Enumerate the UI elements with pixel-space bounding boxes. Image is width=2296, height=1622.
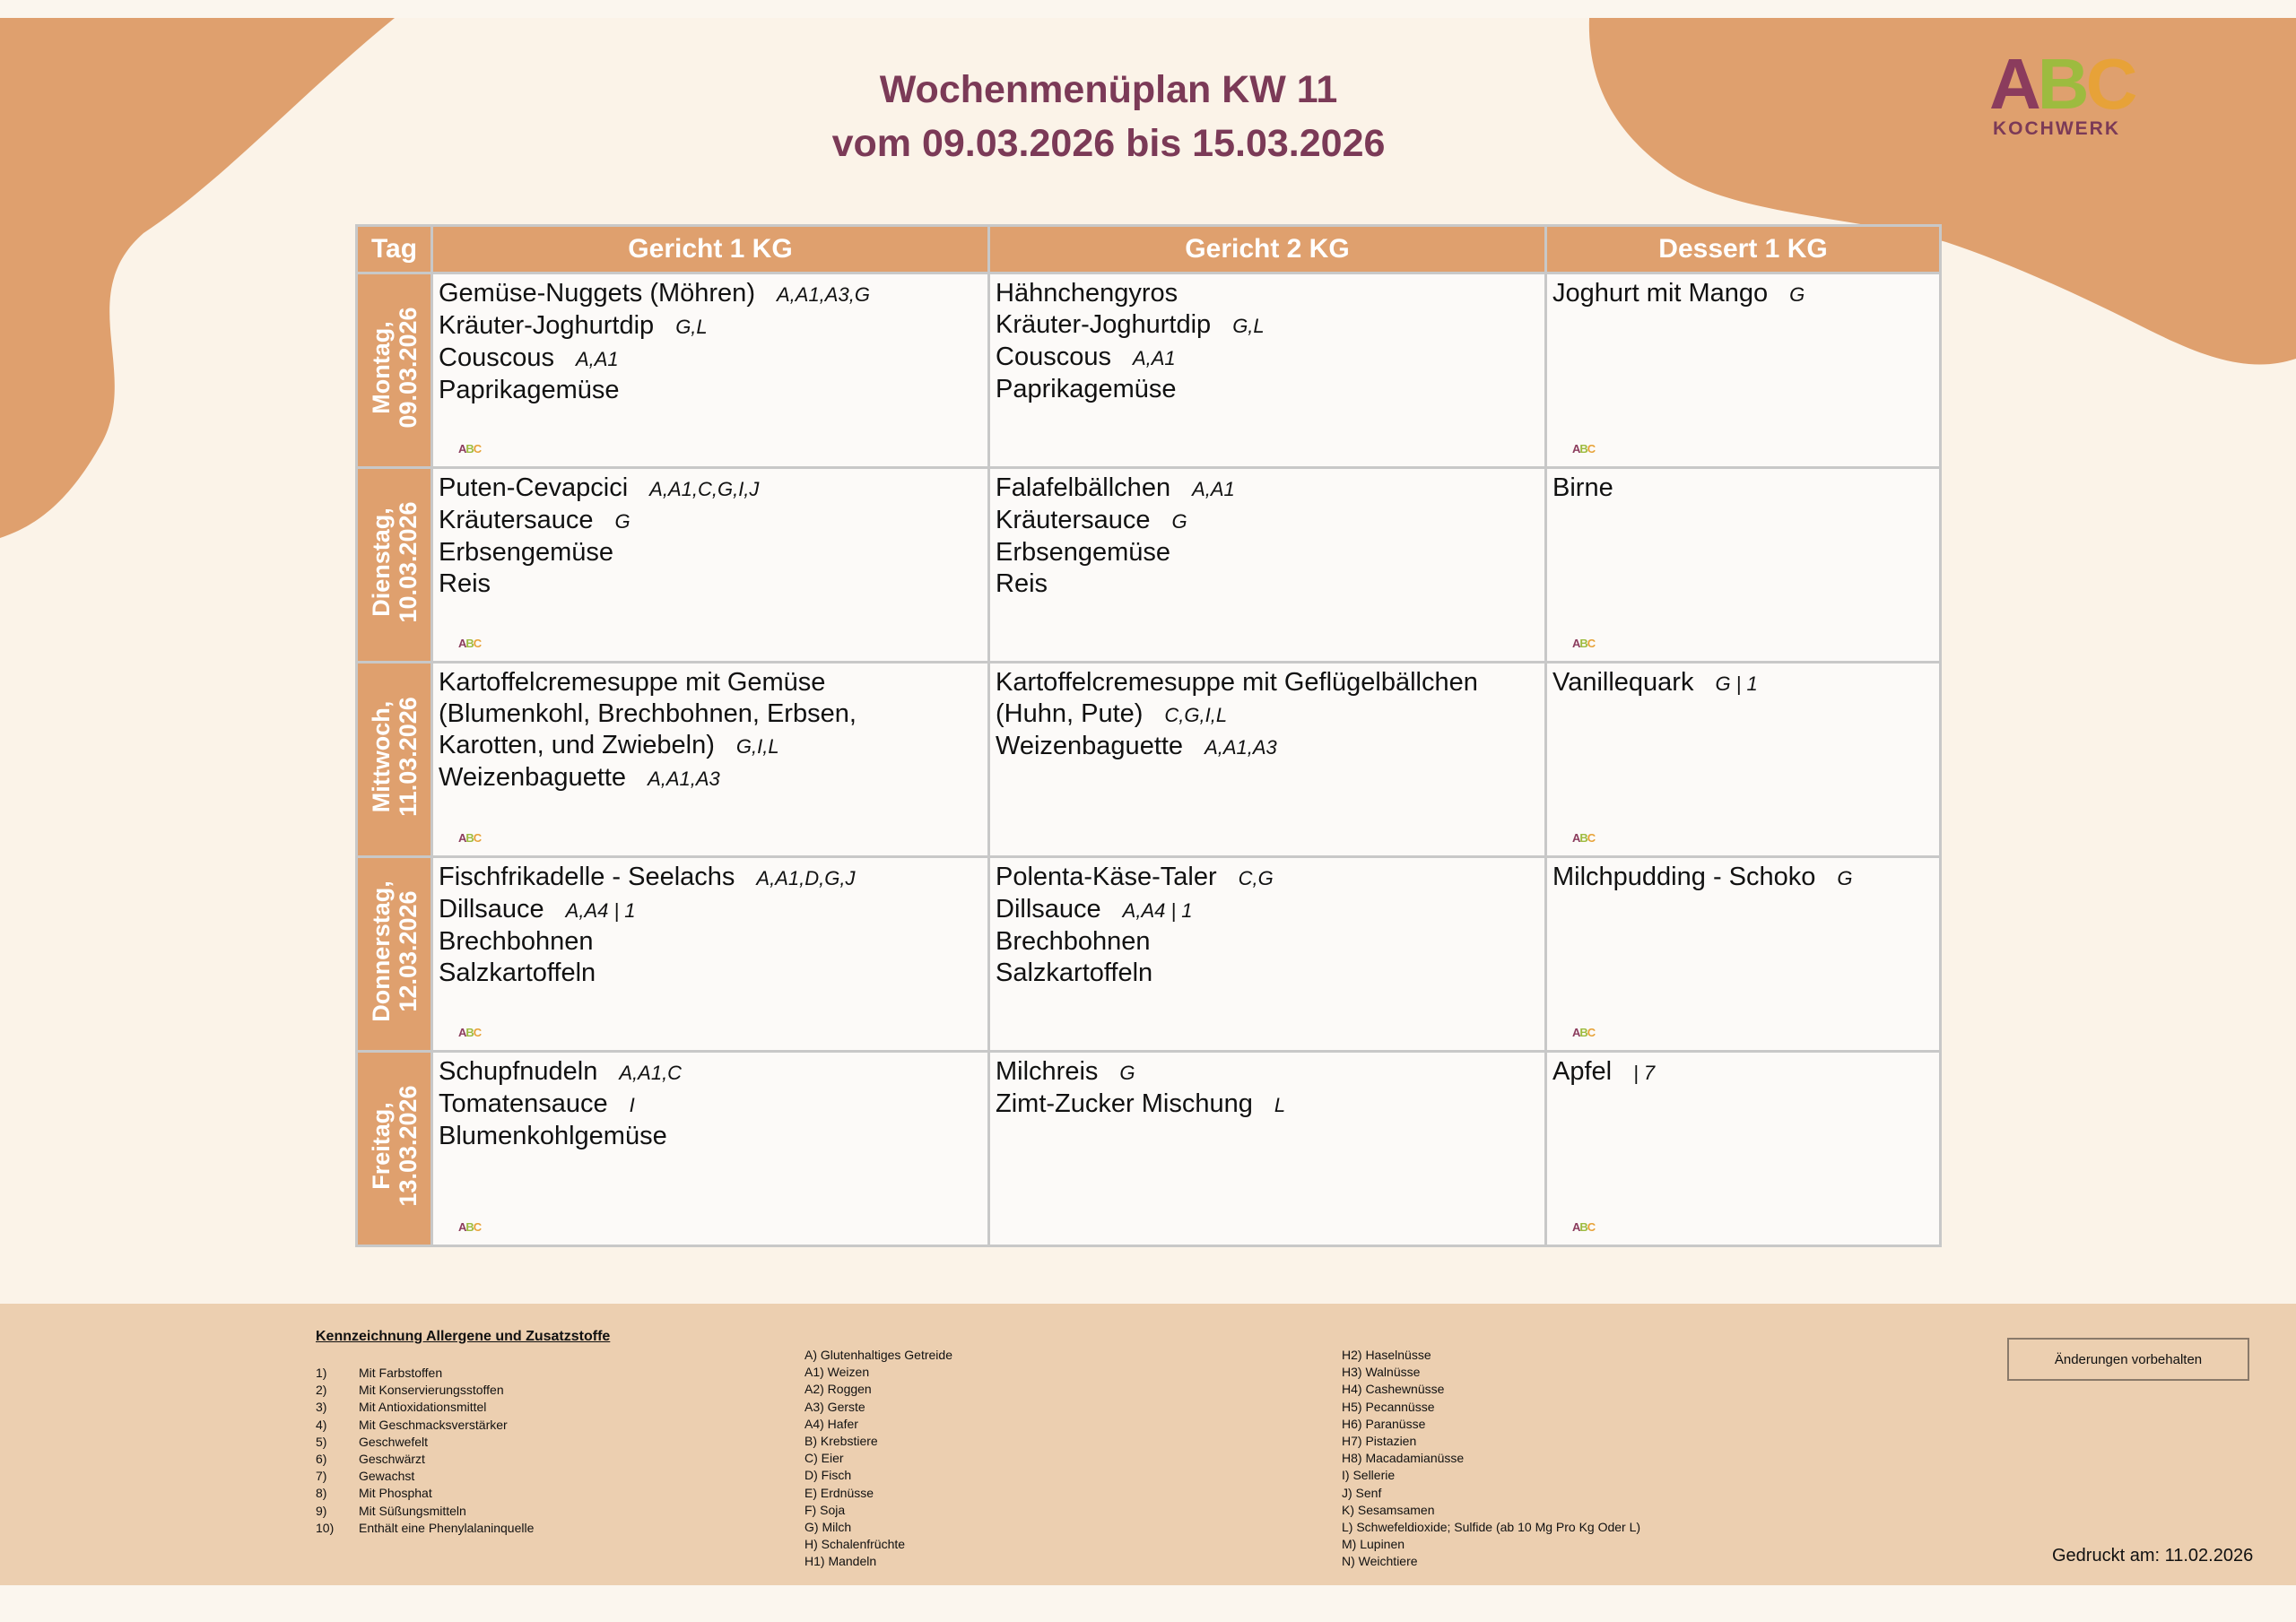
dish-line bbox=[439, 1056, 982, 1089]
dish-line bbox=[439, 505, 982, 537]
dish-name: Gemüse-Nuggets (Möhren) bbox=[439, 279, 755, 308]
additive-number: 8) bbox=[316, 1486, 327, 1501]
allergen-item: G) Milch bbox=[804, 1520, 852, 1535]
allergen-codes: G bbox=[1837, 867, 1853, 889]
dish-name: (Blumenkohl, Brechbohnen, Erbsen, bbox=[439, 699, 857, 728]
dish-line bbox=[1552, 862, 1934, 894]
allergen-codes: G,L bbox=[1232, 315, 1265, 337]
dish-line bbox=[996, 667, 1539, 698]
allergen-codes: A,A1,A3,G bbox=[776, 283, 870, 306]
additive-text: Gewachst bbox=[359, 1469, 415, 1484]
dish-line bbox=[996, 309, 1539, 342]
dish-name: Zimt-Zucker Mischung bbox=[996, 1089, 1253, 1118]
dish-name: Brechbohnen bbox=[996, 927, 1151, 956]
dish-name: Karotten, und Zwiebeln) bbox=[439, 731, 715, 759]
dish-line bbox=[439, 343, 982, 375]
dish-name: Reis bbox=[996, 569, 1048, 598]
allergen-item: A) Glutenhaltiges Getreide bbox=[804, 1348, 952, 1362]
allergen-item: H2) Haselnüsse bbox=[1342, 1348, 1431, 1362]
allergen-codes: L bbox=[1274, 1094, 1286, 1116]
day-date: 09.03.2026 bbox=[394, 307, 422, 429]
dish-line bbox=[439, 894, 982, 926]
dish-name: Dillsauce bbox=[439, 895, 544, 924]
dish-name: Paprikagemüse bbox=[439, 376, 620, 404]
day-cell bbox=[357, 468, 432, 663]
dish-line bbox=[996, 342, 1539, 374]
dish-name: Falafelbällchen bbox=[996, 473, 1171, 502]
dish-name: Apfel bbox=[1552, 1057, 1613, 1086]
allergen-codes: G bbox=[614, 510, 631, 533]
dessert-cell bbox=[1546, 273, 1941, 468]
menu-row bbox=[357, 273, 1941, 468]
menu-row bbox=[357, 468, 1941, 663]
allergen-item: E) Erdnüsse bbox=[804, 1485, 874, 1500]
additive-text: Mit Konservierungsstoffen bbox=[359, 1383, 504, 1398]
dish-line bbox=[439, 278, 982, 310]
gericht-2-cell bbox=[989, 468, 1546, 663]
allergen-codes: | 7 bbox=[1633, 1062, 1656, 1084]
allergens-list-a bbox=[804, 1347, 952, 1571]
allergen-codes: G bbox=[1171, 510, 1187, 533]
dish-line bbox=[439, 568, 982, 600]
dish-line bbox=[1552, 278, 1934, 310]
cell-logo-icon: ABC bbox=[458, 831, 482, 845]
day-name: Freitag, bbox=[367, 1102, 395, 1190]
dish-line bbox=[439, 926, 982, 958]
dish-name: Polenta-Käse-Taler bbox=[996, 863, 1217, 891]
dish-line bbox=[1552, 1056, 1934, 1089]
allergen-codes: A,A1 bbox=[575, 348, 619, 370]
day-label bbox=[368, 307, 422, 428]
dish-line bbox=[439, 667, 982, 698]
additive-text: Mit Geschmacksverstärker bbox=[359, 1417, 508, 1432]
dish-name: Fischfrikadelle - Seelachs bbox=[439, 863, 735, 891]
dish-name: Weizenbaguette bbox=[439, 763, 627, 792]
day-label bbox=[368, 697, 422, 817]
dish-name: Paprikagemüse bbox=[996, 375, 1177, 403]
header-tag: Tag bbox=[357, 226, 432, 273]
dish-name: Puten-Cevapcici bbox=[439, 473, 629, 502]
dish-line bbox=[439, 698, 982, 730]
dish-name: Kräutersauce bbox=[439, 506, 594, 534]
dish-name: Brechbohnen bbox=[439, 927, 594, 956]
dessert-cell bbox=[1546, 663, 1941, 857]
allergen-item: A4) Hafer bbox=[804, 1416, 858, 1431]
allergen-codes: A,A1,A3 bbox=[1205, 736, 1277, 759]
additive-number: 4) bbox=[316, 1417, 327, 1432]
allergen-codes: A,A1,C bbox=[619, 1062, 683, 1084]
dish-name: Salzkartoffeln bbox=[996, 958, 1153, 987]
dish-name: Kräuter-Joghurtdip bbox=[439, 311, 655, 340]
day-label bbox=[368, 1085, 422, 1206]
additive-item bbox=[316, 1451, 534, 1468]
dish-line bbox=[439, 1121, 982, 1152]
allergen-item: H8) Macadamianüsse bbox=[1342, 1451, 1465, 1466]
header-gericht-1: Gericht 1 KG bbox=[432, 226, 989, 273]
additive-item bbox=[316, 1399, 534, 1416]
additive-text: Mit Antioxidationsmittel bbox=[359, 1400, 487, 1415]
dish-name: Tomatensauce bbox=[439, 1089, 608, 1118]
allergen-codes: A,A1,D,G,J bbox=[756, 867, 856, 889]
gericht-1-cell bbox=[432, 663, 989, 857]
dish-name: Birne bbox=[1552, 473, 1613, 502]
menu-body bbox=[357, 273, 1941, 1246]
allergen-item: C) Eier bbox=[804, 1451, 844, 1466]
allergen-codes: C,G bbox=[1238, 867, 1274, 889]
allergen-codes: G | 1 bbox=[1715, 672, 1758, 695]
day-cell bbox=[357, 273, 432, 468]
menu-row bbox=[357, 1052, 1941, 1246]
allergen-item: I) Sellerie bbox=[1342, 1468, 1396, 1483]
cell-logo-icon: ABC bbox=[458, 1220, 482, 1234]
menu-row bbox=[357, 663, 1941, 857]
allergen-codes: A,A1 bbox=[1132, 347, 1176, 369]
additives-list bbox=[316, 1365, 534, 1537]
dish-name: Couscous bbox=[996, 343, 1111, 371]
allergens-list-b bbox=[1342, 1347, 1640, 1571]
additive-number: 1) bbox=[316, 1366, 327, 1380]
dish-line bbox=[439, 473, 982, 505]
day-date: 10.03.2026 bbox=[394, 501, 422, 623]
dish-name: Vanillequark bbox=[1552, 668, 1694, 697]
cell-logo-icon: ABC bbox=[458, 1026, 482, 1039]
dish-name: Schupfnudeln bbox=[439, 1057, 598, 1086]
allergen-item: H4) Cashewnüsse bbox=[1342, 1382, 1445, 1397]
dish-line bbox=[996, 505, 1539, 537]
dish-name: Reis bbox=[439, 569, 491, 598]
gericht-2-cell bbox=[989, 857, 1546, 1052]
cell-logo-icon: ABC bbox=[458, 637, 482, 650]
allergen-codes: A,A1 bbox=[1192, 478, 1235, 500]
dish-line bbox=[439, 537, 982, 568]
allergen-item: D) Fisch bbox=[804, 1468, 852, 1483]
day-date: 13.03.2026 bbox=[394, 1085, 422, 1207]
allergen-item: M) Lupinen bbox=[1342, 1537, 1405, 1552]
printed-date: Gedruckt am: 11.02.2026 bbox=[2052, 1546, 2254, 1566]
dish-line bbox=[996, 473, 1539, 505]
dessert-cell bbox=[1546, 468, 1941, 663]
day-name: Montag, bbox=[367, 321, 395, 414]
dish-name: Erbsengemüse bbox=[439, 538, 614, 567]
dish-name: Couscous bbox=[439, 343, 554, 372]
header-dessert: Dessert 1 KG bbox=[1546, 226, 1941, 273]
gericht-1-cell bbox=[432, 857, 989, 1052]
allergen-item: H6) Paranüsse bbox=[1342, 1416, 1426, 1431]
allergen-codes: C,G,I,L bbox=[1164, 704, 1228, 726]
dish-name: Blumenkohlgemüse bbox=[439, 1122, 667, 1150]
dish-line bbox=[996, 1089, 1539, 1121]
legend-title: Kennzeichnung Allergene und Zusatzstoffe bbox=[316, 1329, 611, 1344]
additive-item bbox=[316, 1520, 534, 1537]
allergen-codes: I bbox=[629, 1094, 635, 1116]
additive-number: 5) bbox=[316, 1434, 327, 1449]
allergen-item: H7) Pistazien bbox=[1342, 1434, 1417, 1449]
allergen-item: L) Schwefeldioxide; Sulfide (ab 10 Mg Pro Kg Oder L) bbox=[1342, 1520, 1641, 1535]
cell-logo-icon: ABC bbox=[1572, 1220, 1596, 1234]
dish-line bbox=[996, 698, 1539, 731]
allergen-codes: A,A4 | 1 bbox=[565, 899, 636, 922]
dish-line bbox=[996, 568, 1539, 600]
day-cell bbox=[357, 857, 432, 1052]
gericht-1-cell bbox=[432, 1052, 989, 1246]
dish-line bbox=[439, 862, 982, 894]
dish-name: Milchpudding - Schoko bbox=[1552, 863, 1816, 891]
dish-name: Kartoffelcremesuppe mit Gemüse bbox=[439, 668, 826, 697]
additive-text: Mit Phosphat bbox=[359, 1486, 432, 1501]
cell-logo-icon: ABC bbox=[1572, 442, 1596, 455]
allergen-codes: A,A4 | 1 bbox=[1122, 899, 1193, 922]
page-title: Wochenmenüplan KW 11 bbox=[879, 68, 1338, 111]
dish-line bbox=[996, 731, 1539, 763]
gericht-2-cell bbox=[989, 273, 1546, 468]
allergen-item: H) Schalenfrüchte bbox=[804, 1537, 906, 1552]
allergen-codes: A,A1,C,G,I,J bbox=[649, 478, 760, 500]
allergen-item: H3) Walnüsse bbox=[1342, 1365, 1421, 1380]
additive-number: 10) bbox=[316, 1520, 335, 1535]
additive-number: 6) bbox=[316, 1452, 327, 1467]
dish-line bbox=[439, 310, 982, 343]
dish-line bbox=[996, 926, 1539, 958]
dish-name: Salzkartoffeln bbox=[439, 958, 596, 987]
dish-line bbox=[439, 762, 982, 794]
dish-name: Kartoffelcremesuppe mit Geflügelbällchen bbox=[996, 668, 1478, 697]
dish-line bbox=[996, 278, 1539, 309]
additive-number: 9) bbox=[316, 1503, 327, 1518]
day-label bbox=[368, 501, 422, 622]
allergen-codes: G bbox=[1119, 1062, 1135, 1084]
additive-number: 3) bbox=[316, 1400, 327, 1415]
dish-name: Joghurt mit Mango bbox=[1552, 279, 1769, 308]
additive-text: Mit Süßungsmitteln bbox=[359, 1503, 466, 1518]
dish-name: Hähnchengyros bbox=[996, 279, 1178, 308]
dish-line bbox=[1552, 473, 1934, 504]
day-name: Donnerstag, bbox=[367, 880, 395, 1022]
menu-row bbox=[357, 857, 1941, 1052]
cell-logo-icon: ABC bbox=[458, 442, 482, 455]
additive-number: 2) bbox=[316, 1383, 327, 1398]
cell-logo-icon: ABC bbox=[1572, 1026, 1596, 1039]
day-date: 12.03.2026 bbox=[394, 890, 422, 1012]
additive-number: 7) bbox=[316, 1469, 327, 1484]
dish-line bbox=[996, 894, 1539, 926]
dish-name: (Huhn, Pute) bbox=[996, 699, 1144, 728]
additive-text: Geschwefelt bbox=[359, 1434, 429, 1449]
additive-text: Mit Farbstoffen bbox=[359, 1366, 443, 1380]
dish-name: Erbsengemüse bbox=[996, 538, 1171, 567]
additive-item bbox=[316, 1468, 534, 1485]
header-gericht-2: Gericht 2 KG bbox=[989, 226, 1546, 273]
dish-line bbox=[996, 1056, 1539, 1089]
gericht-1-cell bbox=[432, 273, 989, 468]
allergen-legend-footer bbox=[0, 1304, 2296, 1585]
additive-item bbox=[316, 1365, 534, 1382]
dish-name: Milchreis bbox=[996, 1057, 1099, 1086]
additive-item bbox=[316, 1503, 534, 1520]
page-subtitle-date-range: vom 09.03.2026 bis 15.03.2026 bbox=[831, 122, 1386, 165]
allergen-item: B) Krebstiere bbox=[804, 1434, 878, 1449]
dessert-cell bbox=[1546, 1052, 1941, 1246]
allergen-item: A1) Weizen bbox=[804, 1365, 870, 1380]
dish-line bbox=[439, 375, 982, 406]
additive-item bbox=[316, 1485, 534, 1502]
additive-item bbox=[316, 1382, 534, 1399]
allergen-item: H1) Mandeln bbox=[804, 1554, 877, 1569]
weekly-menu-table bbox=[355, 224, 1942, 1247]
allergen-item: A2) Roggen bbox=[804, 1382, 872, 1397]
cell-logo-icon: ABC bbox=[1572, 831, 1596, 845]
dish-name: Kräutersauce bbox=[996, 506, 1151, 534]
additive-text: Geschwärzt bbox=[359, 1452, 425, 1467]
additive-text: Enthält eine Phenylalaninquelle bbox=[359, 1520, 535, 1535]
allergen-codes: G,L bbox=[675, 316, 708, 338]
dish-line bbox=[996, 862, 1539, 894]
gericht-1-cell bbox=[432, 468, 989, 663]
dessert-cell bbox=[1546, 857, 1941, 1052]
day-label bbox=[368, 880, 422, 1022]
cell-logo-icon: ABC bbox=[1572, 637, 1596, 650]
day-date: 11.03.2026 bbox=[394, 697, 422, 817]
allergen-codes: G bbox=[1789, 283, 1805, 306]
allergen-item: A3) Gerste bbox=[804, 1399, 865, 1414]
allergen-item: F) Soja bbox=[804, 1502, 846, 1517]
gericht-2-cell bbox=[989, 1052, 1546, 1246]
dish-name: Weizenbaguette bbox=[996, 732, 1184, 760]
day-name: Mittwoch, bbox=[367, 700, 395, 813]
logo-subtitle: KOCHWERK bbox=[1993, 118, 2120, 139]
dish-name: Kräuter-Joghurtdip bbox=[996, 310, 1212, 339]
dish-line bbox=[439, 1089, 982, 1121]
dish-line bbox=[439, 958, 982, 989]
day-name: Dienstag, bbox=[367, 507, 395, 617]
allergen-codes: A,A1,A3 bbox=[648, 768, 720, 790]
allergen-codes: G,I,L bbox=[735, 735, 779, 758]
abc-kochwerk-logo: ABC KOCHWERK bbox=[1989, 44, 2135, 139]
gericht-2-cell bbox=[989, 663, 1546, 857]
additive-item bbox=[316, 1434, 534, 1451]
dish-line bbox=[996, 374, 1539, 405]
day-cell bbox=[357, 663, 432, 857]
dish-line bbox=[1552, 667, 1934, 699]
allergen-item: K) Sesamsamen bbox=[1342, 1502, 1435, 1517]
changes-note: Änderungen vorbehalten bbox=[2007, 1338, 2249, 1381]
table-header-row bbox=[357, 226, 1941, 273]
day-cell bbox=[357, 1052, 432, 1246]
additive-item bbox=[316, 1417, 534, 1434]
allergen-item: N) Weichtiere bbox=[1342, 1554, 1418, 1569]
allergen-item: J) Senf bbox=[1342, 1485, 1382, 1500]
dish-line bbox=[439, 730, 982, 762]
dish-name: Dillsauce bbox=[996, 895, 1101, 924]
dish-line bbox=[996, 958, 1539, 989]
dish-line bbox=[996, 537, 1539, 568]
allergen-item: H5) Pecannüsse bbox=[1342, 1399, 1435, 1414]
